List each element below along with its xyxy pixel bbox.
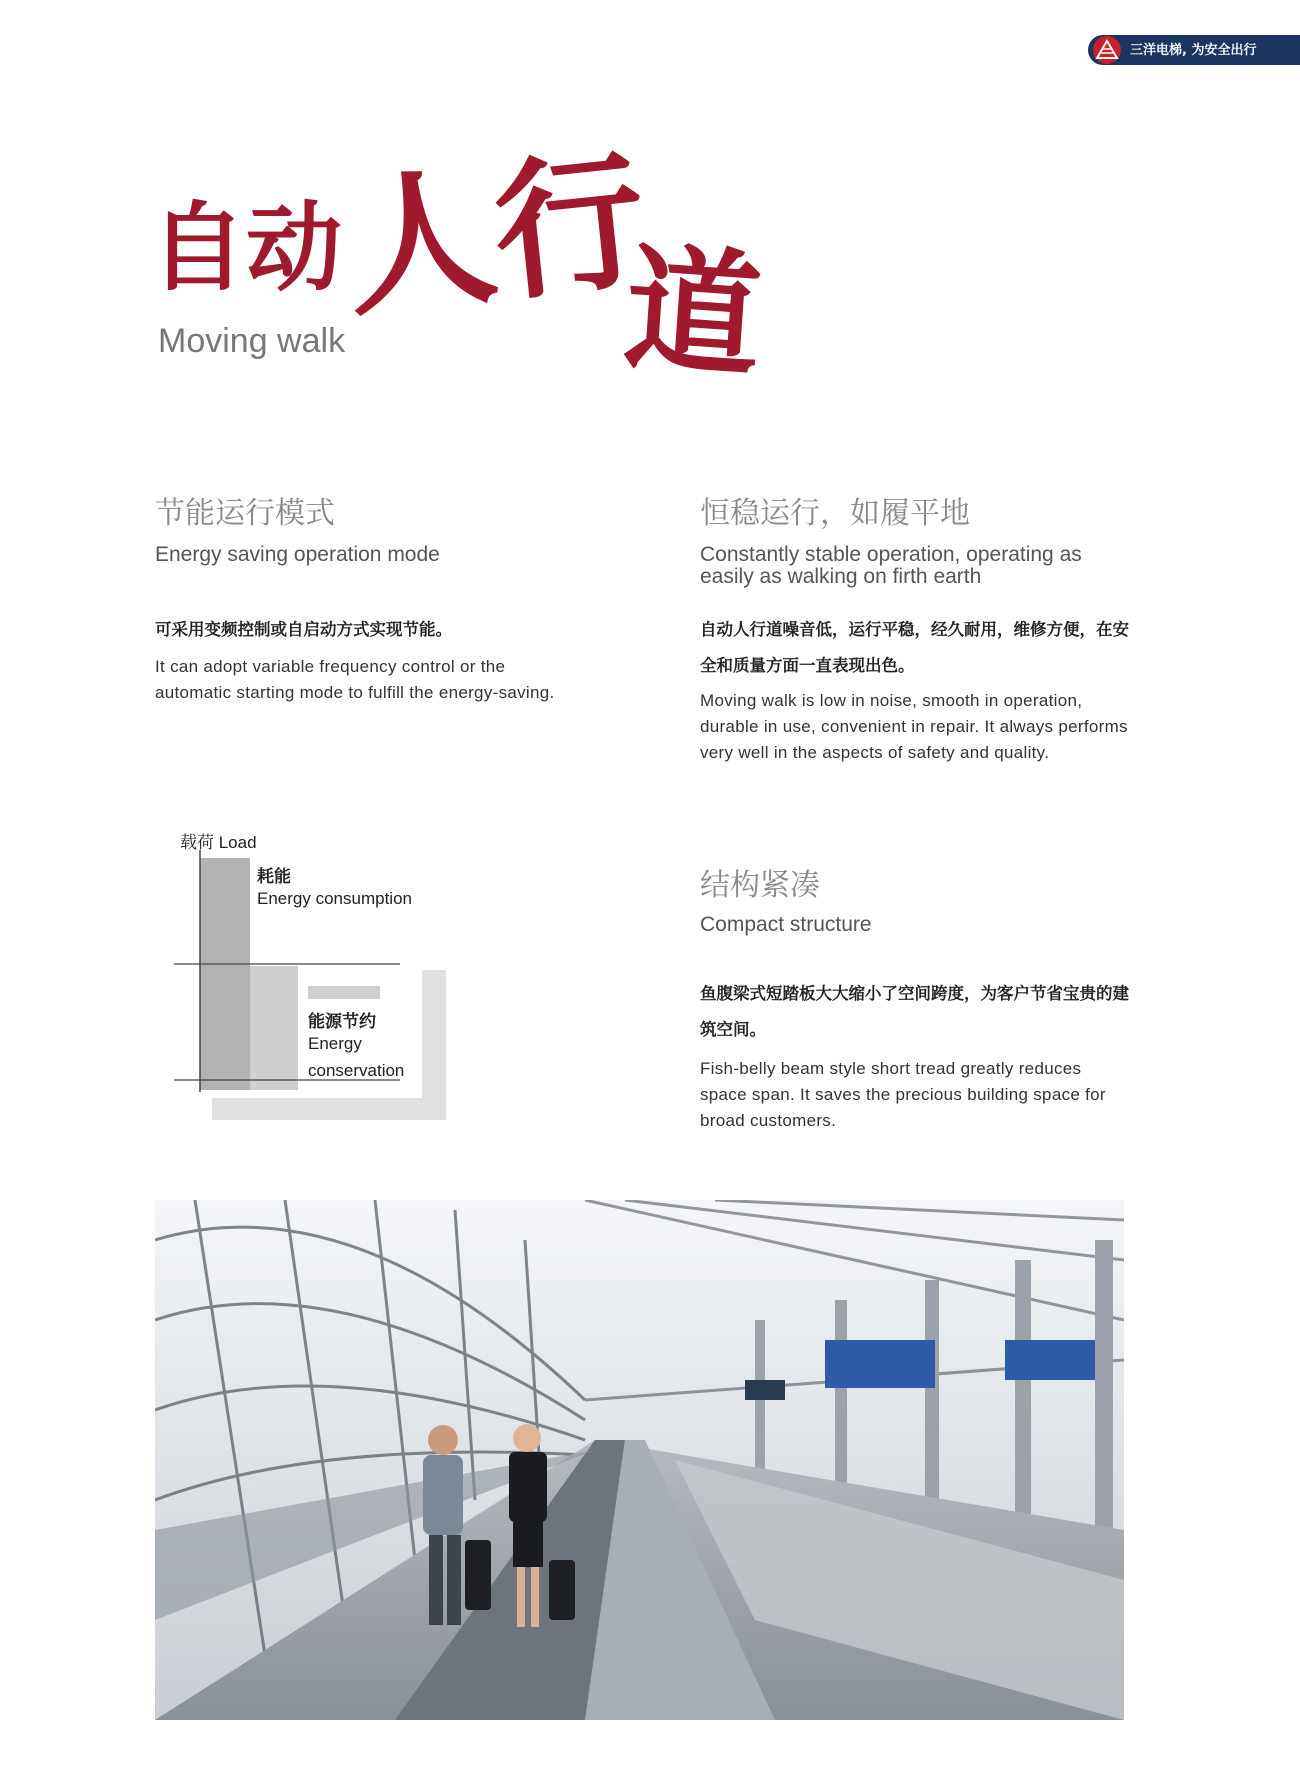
energy-title-en: Energy saving operation mode (155, 543, 440, 566)
moving-walk-photo (155, 1200, 1124, 1720)
diagram-consumption-bar (200, 858, 250, 1090)
stable-title-en: Constantly stable operation, operating as easily as walking on firth earth (700, 543, 1082, 588)
photo-illustration (155, 1200, 1124, 1720)
energy-body-en: It can adopt variable frequency control or the automatic starting mode to fulfill the energy-saving. (155, 657, 555, 702)
title-english: Moving walk (158, 322, 346, 360)
diagram-saving-block (250, 966, 298, 1090)
energy-body-zh: 可采用变频控制或自启动方式实现节能。 (155, 620, 452, 639)
diagram-saving-en-1: Energy (308, 1034, 362, 1053)
diagram-saving-en-2: conservation (308, 1061, 405, 1080)
header-badge-text: 三洋电梯, 为安全出行 (1130, 43, 1257, 58)
diagram-background-right (422, 970, 446, 1120)
title-part-3: 道 (619, 228, 767, 398)
diagram-load-label: 载荷 Load (180, 833, 257, 852)
diagram-saving-marker (308, 986, 380, 999)
diagram-background-bottom (212, 1098, 446, 1120)
stable-body-en: Moving walk is low in noise, smooth in operation, durable in use, convenient in repair. It always performs very well in the aspects of safety and quality. (700, 691, 1128, 762)
energy-title-zh: 节能运行模式 (155, 496, 335, 531)
diagram-consumption-zh: 耗能 (257, 867, 291, 886)
triangle-stripes-logo-icon (1092, 36, 1122, 64)
title-part-1: 自动 (150, 191, 342, 304)
compact-title-zh: 结构紧凑 (700, 868, 820, 903)
compact-title-en: Compact structure (700, 913, 872, 936)
compact-body-zh: 鱼腹梁式短踏板大大缩小了空间跨度，为客户节省宝贵的建筑空间。 (700, 984, 1129, 1039)
stable-title-zh: 恒稳运行，如履平地 (700, 496, 970, 531)
compact-body-en: Fish-belly beam style short tread greatly reduces space span. It saves the precious building space for broad customers. (700, 1059, 1106, 1130)
title-part-2: 人行 (336, 131, 654, 339)
diagram-consumption-en: Energy consumption (257, 889, 412, 908)
stable-body-zh: 自动人行道噪音低，运行平稳，经久耐用，维修方便，在安全和质量方面一直表现出色。 (700, 620, 1129, 675)
diagram-saving-zh: 能源节约 (308, 1012, 376, 1031)
